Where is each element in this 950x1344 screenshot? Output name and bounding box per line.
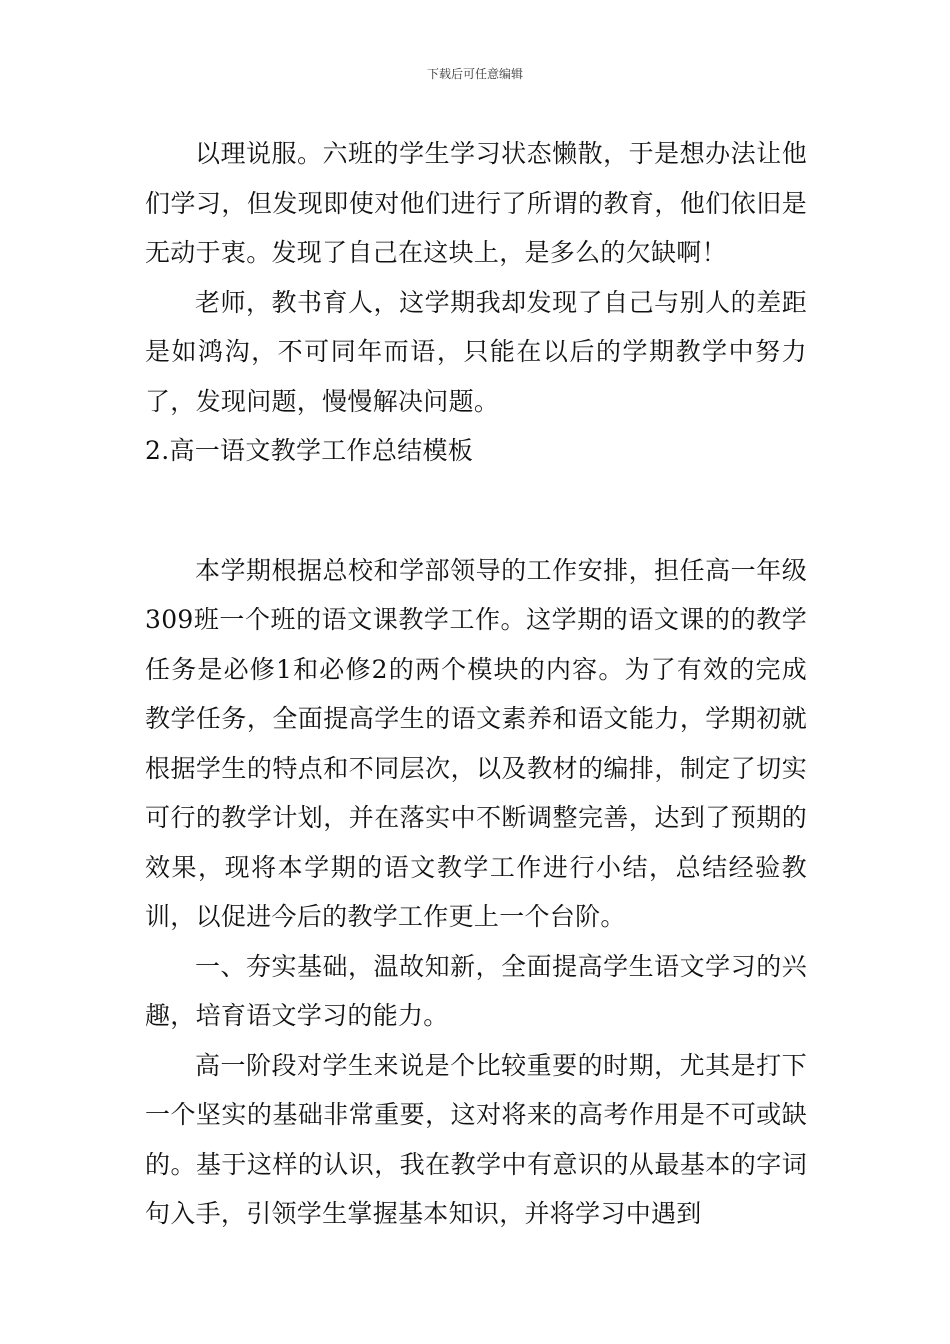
document-body: [145, 129, 807, 1239]
page-header: 下载后可任意编辑: [426, 67, 523, 81]
paragraph-3: 本学期根据总校和学部领导的工作安排，担任高一年级309班一个班的语文课教学工作。这学期的语文课的的教学任务是必修1和必修2的两个模块的内容。为了有效的完成教学任务，全面提高学生的语文素养和语文能力，学期初就根据学生的特点和不同层次，以及教材的编排，制定了切实可行的教学计划，并在落实中不断调整完善，达到了预期的效果，现将本学期的语文教学工作进行小结，总结经验教训，以促进今后的教学工作更上一个台阶。: [145, 555, 807, 931]
section-heading: 2.高一语文教学工作总结模板: [145, 436, 474, 465]
section-spacer: [145, 476, 807, 546]
paragraph-5: 高一阶段对学生来说是个比较重要的时期，尤其是打下一个坚实的基础非常重要，这对将来的高考作用是不可或缺的。基于这样的认识，我在教学中有意识的从最基本的字词句入手，引领学生掌握基本知识，并将学习中遇到: [145, 1050, 807, 1228]
paragraph-1: 以理说服。六班的学生学习状态懒散，于是想办法让他们学习，但发现即使对他们进行了所谓的教育，他们依旧是无动于衷。发现了自己在这块上，是多么的欠缺啊！: [145, 139, 807, 267]
paragraph-2: 老师，教书育人，这学期我却发现了自己与别人的差距是如鸿沟，不可同年而语，只能在以后的学期教学中努力了，发现问题，慢慢解决问题。: [145, 287, 807, 416]
paragraph-4: 一、夯实基础，温故知新，全面提高学生语文学习的兴趣，培育语文学习的能力。: [145, 951, 807, 1030]
